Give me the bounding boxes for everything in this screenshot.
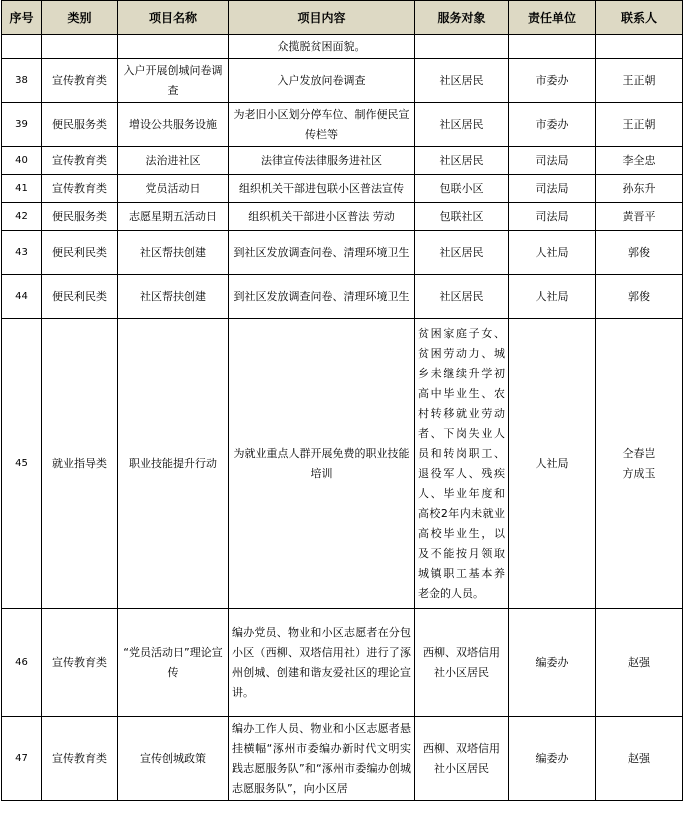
table-row [2,175,683,203]
service-project-table [1,0,683,801]
cell-content: 到社区发放调查问卷、清理环境卫生 [229,231,415,275]
cell-target: 社区居民 [415,275,509,319]
cell-unit: 人社局 [509,275,596,319]
cell-name: 入户开展创城问卷调查 [118,59,229,103]
cell-contact: 孙东升 [596,175,683,203]
cell-no: 42 [2,203,42,231]
cell-no: 40 [2,147,42,175]
cell-unit: 司法局 [509,175,596,203]
cell-unit: 编委办 [509,717,596,801]
header-target: 服务对象 [415,1,509,35]
cell-contact: 王正朝 [596,59,683,103]
cell-no: 38 [2,59,42,103]
cell-unit: 司法局 [509,203,596,231]
cell-name: 增设公共服务设施 [118,103,229,147]
cell-contact: 黄晋平 [596,203,683,231]
cell-name: 党员活动日 [118,175,229,203]
cell-name: “党员活动日”理论宣传 [118,609,229,717]
cell-content: 法律宣传法律服务进社区 [229,147,415,175]
header-category: 类别 [42,1,118,35]
cell-category: 宣传教育类 [42,147,118,175]
cell-content: 组织机关干部进小区普法 劳动 [229,203,415,231]
table-row [2,35,683,59]
cell-unit: 司法局 [509,147,596,175]
cell-name: 社区帮扶创建 [118,275,229,319]
cell-no: 44 [2,275,42,319]
table-row [2,147,683,175]
cell-content: 众揽脱贫困面貌。 [229,35,415,59]
table-row [2,103,683,147]
cell-contact: 王正朝 [596,103,683,147]
cell-name: 宣传创城政策 [118,717,229,801]
table-row [2,231,683,275]
cell-category: 便民服务类 [42,103,118,147]
cell-no: 43 [2,231,42,275]
cell-target: 包联小区 [415,175,509,203]
cell-name: 职业技能提升行动 [118,319,229,609]
cell-target: 社区居民 [415,103,509,147]
cell-content: 编办党员、物业和小区志愿者在分包小区（西柳、双塔信用社）进行了涿州创城、创建和谐友爱社区的理论宣讲。 [229,609,415,717]
cell-contact: 仝春岂 方成玉 [596,319,683,609]
header-row [2,1,683,35]
cell-category: 宣传教育类 [42,609,118,717]
cell-contact: 赵强 [596,717,683,801]
cell-target: 社区居民 [415,231,509,275]
cell-unit: 人社局 [509,319,596,609]
cell-contact: 李全忠 [596,147,683,175]
cell-no: 46 [2,609,42,717]
header-no: 序号 [2,1,42,35]
cell-category: 便民利民类 [42,231,118,275]
cell-unit: 编委办 [509,609,596,717]
cell-target: 西柳、双塔信用社小区居民 [415,609,509,717]
table-row [2,319,683,609]
cell-target: 包联社区 [415,203,509,231]
cell-target: 社区居民 [415,59,509,103]
header-name: 项目名称 [118,1,229,35]
cell-target: 贫困家庭子女、贫困劳动力、城乡未继续升学初高中毕业生、农村转移就业劳动者、下岗失业人员和转岗职工、退役军人、残疾人、毕业年度和高校2年内未就业高校毕业生，以及不能按月领取城镇职工基本养老金的人员。 [415,319,509,609]
table-row [2,203,683,231]
cell-content: 为就业重点人群开展免费的职业技能培训 [229,319,415,609]
cell-name: 志愿星期五活动日 [118,203,229,231]
cell-category: 便民服务类 [42,203,118,231]
cell-content: 为老旧小区划分停车位、制作便民宣传栏等 [229,103,415,147]
table-row [2,59,683,103]
cell-target: 社区居民 [415,147,509,175]
cell-content: 到社区发放调查问卷、清理环境卫生 [229,275,415,319]
cell-no: 45 [2,319,42,609]
table-row [2,609,683,717]
cell-contact: 郭俊 [596,231,683,275]
table-row [2,717,683,801]
cell-unit: 市委办 [509,59,596,103]
cell-unit: 市委办 [509,103,596,147]
cell-target: 西柳、双塔信用社小区居民 [415,717,509,801]
cell-no: 41 [2,175,42,203]
cell-name: 法治进社区 [118,147,229,175]
cell-category: 就业指导类 [42,319,118,609]
cell-no: 39 [2,103,42,147]
cell-contact: 赵强 [596,609,683,717]
cell-unit: 人社局 [509,231,596,275]
header-contact: 联系人 [596,1,683,35]
cell-no: 47 [2,717,42,801]
cell-category: 宣传教育类 [42,717,118,801]
header-content: 项目内容 [229,1,415,35]
cell-category: 宣传教育类 [42,59,118,103]
cell-contact: 郭俊 [596,275,683,319]
cell-content: 入户发放问卷调查 [229,59,415,103]
cell-name: 社区帮扶创建 [118,231,229,275]
cell-category: 便民利民类 [42,275,118,319]
cell-category: 宣传教育类 [42,175,118,203]
header-unit: 责任单位 [509,1,596,35]
table-row [2,275,683,319]
cell-content: 编办工作人员、物业和小区志愿者悬挂横幅“涿州市委编办新时代文明实践志愿服务队”和“涿州市委编办创城志愿服务队”，向小区居 [229,717,415,801]
cell-content: 组织机关干部进包联小区普法宣传 [229,175,415,203]
